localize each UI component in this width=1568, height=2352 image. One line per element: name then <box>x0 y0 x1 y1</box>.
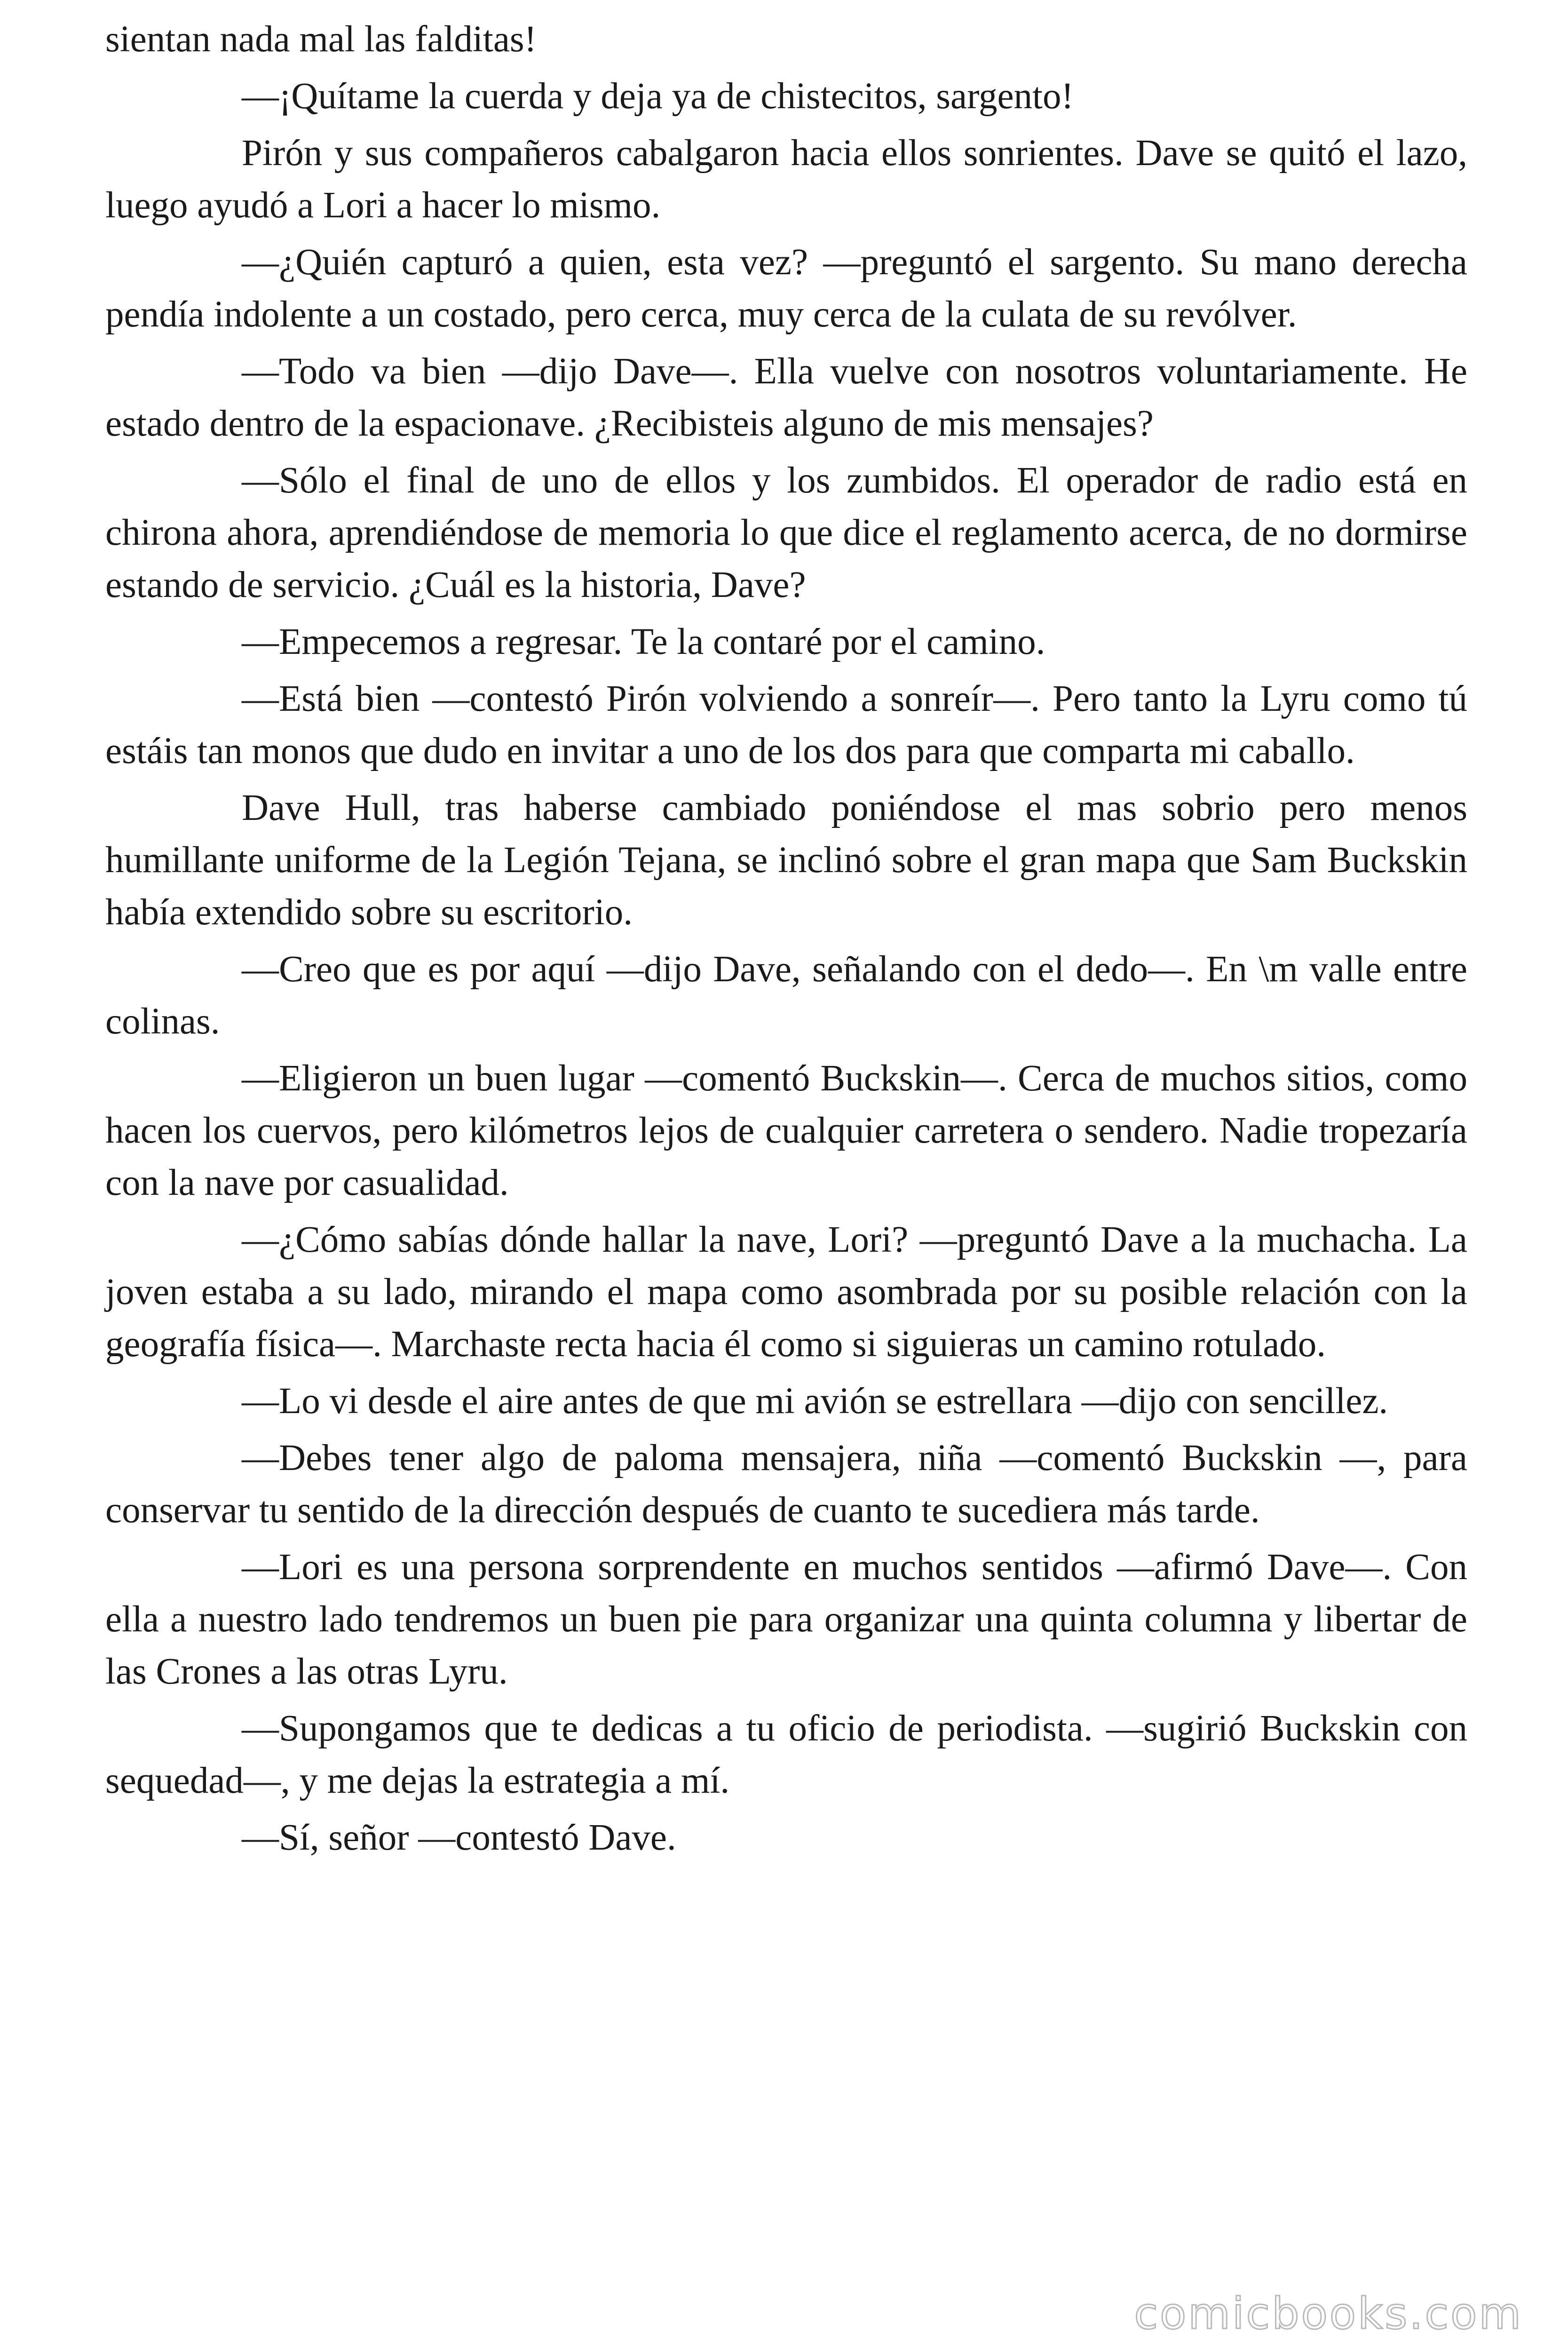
paragraph-8: —Está bien —contestó Pirón volviendo a sonreír—. Pero tanto la Lyru como tú estáis tan monos que dudo en invitar a uno de los dos para que comparta mi caballo. <box>105 678 1467 771</box>
paragraph-3: Pirón y sus compañeros cabalgaron hacia ellos sonrientes. Dave se quitó el lazo, luego ayudó a Lori a hacer lo mismo. <box>105 133 1467 226</box>
paragraph-4: —¿Quién capturó a quien, esta vez? —preguntó el sargento. Su mano derecha pendía indolente a un costado, pero cerca, muy cerca de la culata de su revólver. <box>105 242 1467 335</box>
paragraph-17: —Sí, señor —contestó Dave. <box>242 1817 676 1858</box>
paragraph-1: sientan nada mal las falditas! <box>105 19 537 60</box>
paragraph-9: Dave Hull, tras haberse cambiado poniéndose el mas sobrio pero menos humillante uniforme de la Legión Tejana, se inclinó sobre el gran mapa que Sam Buckskin había extendido sobre su escritorio. <box>105 787 1467 933</box>
paragraph-2: —¡Quítame la cuerda y deja ya de chistecitos, sargento! <box>242 76 1074 117</box>
paragraph-13: —Lo vi desde el aire antes de que mi avión se estrellara —dijo con sencillez. <box>242 1381 1388 1422</box>
paragraph-7: —Empecemos a regresar. Te la contaré por el camino. <box>242 621 1045 662</box>
paragraph-6: —Sólo el final de uno de ellos y los zumbidos. El operador de radio está en chirona ahora, aprendiéndose de memoria lo que dice el reglamento acerca, de no dormirse estando de servicio. ¿Cuál es la historia, Dave? <box>105 460 1467 605</box>
page-body-text <box>105 13 1467 1868</box>
watermark: comicbooks.com <box>1134 2288 1523 2339</box>
paragraph-14: —Debes tener algo de paloma mensajera, niña —comentó Buckskin —, para conservar tu sentido de la dirección después de cuanto te sucediera más tarde. <box>105 1438 1467 1531</box>
paragraph-10: —Creo que es por aquí —dijo Dave, señalando con el dedo—. En \m valle entre colinas. <box>105 949 1467 1042</box>
paragraph-16: —Supongamos que te dedicas a tu oficio de periodista. —sugirió Buckskin con sequedad—, y me dejas la estrategia a mí. <box>105 1708 1467 1801</box>
paragraph-5: —Todo va bien —dijo Dave—. Ella vuelve con nosotros voluntariamente. He estado dentro de la espacionave. ¿Recibisteis alguno de mis mensajes? <box>105 351 1467 444</box>
paragraph-12: —¿Cómo sabías dónde hallar la nave, Lori? —preguntó Dave a la muchacha. La joven estaba a su lado, mirando el mapa como asombrada por su posible relación con la geografía física—. Marchaste recta hacia él como si siguieras un camino rotulado. <box>105 1219 1467 1365</box>
paragraph-11: —Eligieron un buen lugar —comentó Buckskin—. Cerca de muchos sitios, como hacen los cuervos, pero kilómetros lejos de cualquier carretera o sendero. Nadie tropezaría con la nave por casualidad. <box>105 1058 1467 1203</box>
paragraph-15: —Lori es una persona sorprendente en muchos sentidos —afirmó Dave—. Con ella a nuestro lado tendremos un buen pie para organizar una quinta columna y libertar de las Crones a las otras Lyru. <box>105 1547 1467 1692</box>
